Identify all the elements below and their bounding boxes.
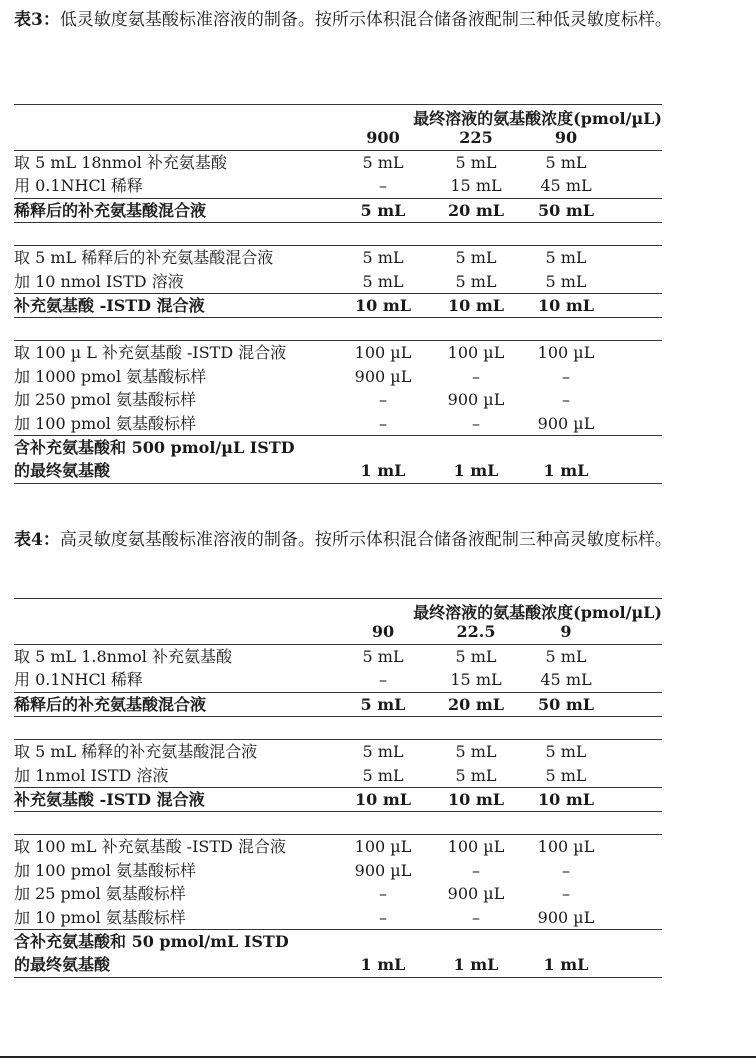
cell-value: 5 mL xyxy=(362,248,404,268)
table-rule xyxy=(14,317,662,318)
column-header: 90 xyxy=(371,622,395,641)
cell-value: – xyxy=(472,907,480,927)
table-row xyxy=(14,246,662,269)
row-label: 取 5 mL 稀释的补充氨基酸混合液 xyxy=(14,742,258,762)
cell-value: 100 µL xyxy=(354,343,412,363)
cell-value: 1 mL xyxy=(453,955,499,975)
row-label: 取 5 mL 18nmol 补充氨基酸 xyxy=(14,153,227,172)
cell-value: 900 µL xyxy=(354,366,412,386)
cell-value: 1 mL xyxy=(360,461,406,481)
cell-value: – xyxy=(562,884,570,904)
cell-value: – xyxy=(562,390,570,410)
table-row xyxy=(14,151,662,174)
group-spacer xyxy=(14,812,662,834)
row-label: 含补充氨基酸和 50 pmol/mL ISTD xyxy=(14,931,289,951)
group-spacer xyxy=(14,318,662,340)
cell-value: 45 mL xyxy=(540,670,592,690)
row-label: 稀释后的补充氨基酸混合液 xyxy=(14,694,207,714)
row-label: 加 100 pmol 氨基酸标样 xyxy=(14,413,196,433)
table-row xyxy=(14,174,662,197)
cell-value: – xyxy=(562,860,570,880)
caption-label: 表4： xyxy=(14,530,60,550)
bottom-divider xyxy=(0,1056,756,1058)
total-row xyxy=(14,459,662,482)
cell-value: 10 mL xyxy=(537,789,594,809)
cell-value: 900 µL xyxy=(447,884,505,904)
cell-value: 5 mL xyxy=(545,742,587,762)
row-label: 用 0.1NHCl 稀释 xyxy=(14,176,143,196)
cell-value: 5 mL xyxy=(545,153,587,172)
table-row xyxy=(14,740,662,763)
column-header: 225 xyxy=(459,128,493,147)
row-label: 的最终氨基酸 xyxy=(14,955,111,975)
table-row xyxy=(14,645,662,668)
header-title: 最终溶液的氨基酸浓度(pmol/µL) xyxy=(413,603,662,622)
cell-value: 5 mL xyxy=(455,271,497,291)
table-row xyxy=(14,668,662,691)
header-title: 最终溶液的氨基酸浓度(pmol/µL) xyxy=(413,109,662,128)
cell-value: 50 mL xyxy=(537,200,594,220)
cell-value: – xyxy=(379,670,387,690)
group-spacer xyxy=(14,223,662,245)
cell-value: 100 µL xyxy=(447,343,505,363)
cell-value: 45 mL xyxy=(540,176,592,196)
cell-value: 5 mL xyxy=(455,153,497,172)
cell-value: 5 mL xyxy=(362,742,404,762)
cell-value: 15 mL xyxy=(450,670,502,690)
cell-value: 10 mL xyxy=(447,789,504,809)
table-caption xyxy=(14,8,674,32)
cell-value: 5 mL xyxy=(545,248,587,268)
total-row xyxy=(14,953,662,976)
cell-value: 900 µL xyxy=(537,413,595,433)
cell-value: – xyxy=(379,907,387,927)
cell-value: 5 mL xyxy=(360,694,406,714)
row-label: 稀释后的补充氨基酸混合液 xyxy=(14,200,207,220)
row-label: 加 10 pmol 氨基酸标样 xyxy=(14,907,186,927)
cell-value: 20 mL xyxy=(447,694,504,714)
cell-value: 5 mL xyxy=(362,765,404,785)
cell-value: 10 mL xyxy=(537,295,594,315)
table-row xyxy=(14,882,662,905)
cell-value: 100 µL xyxy=(537,343,595,363)
row-label: 补充氨基酸 -ISTD 混合液 xyxy=(14,789,205,809)
table-header xyxy=(14,104,662,150)
total-row xyxy=(14,693,662,716)
cell-value: 5 mL xyxy=(455,765,497,785)
table-rule xyxy=(14,716,662,717)
cell-value: 5 mL xyxy=(455,248,497,268)
column-header: 900 xyxy=(366,128,400,147)
cell-value: – xyxy=(379,884,387,904)
row-label: 加 10 nmol ISTD 溶液 xyxy=(14,271,184,291)
row-label: 的最终氨基酸 xyxy=(14,461,111,481)
total-row xyxy=(14,788,662,811)
cell-value: 1 mL xyxy=(453,461,499,481)
table-row xyxy=(14,341,662,364)
column-header: 9 xyxy=(560,622,572,641)
row-label: 取 5 mL 稀释后的补充氨基酸混合液 xyxy=(14,248,274,268)
cell-value: – xyxy=(379,390,387,410)
cell-value: 50 mL xyxy=(537,694,594,714)
data-table xyxy=(14,598,662,978)
table-row xyxy=(14,388,662,411)
cell-value: 5 mL xyxy=(455,647,497,666)
table-caption xyxy=(14,528,674,552)
cell-value: 1 mL xyxy=(543,461,589,481)
row-label: 含补充氨基酸和 500 pmol/µL ISTD xyxy=(14,437,295,457)
cell-value: – xyxy=(472,366,480,386)
cell-value: 900 µL xyxy=(354,860,412,880)
cell-value: 5 mL xyxy=(545,647,587,666)
cell-value: 15 mL xyxy=(450,176,502,196)
row-label: 加 1nmol ISTD 溶液 xyxy=(14,765,169,785)
row-label: 取 5 mL 1.8nmol 补充氨基酸 xyxy=(14,647,232,666)
cell-value: – xyxy=(472,413,480,433)
total-row xyxy=(14,436,662,459)
caption-text: 低灵敏度氨基酸标准溶液的制备。按所示体积混合储备液配制三种低灵敏度标样。 xyxy=(59,10,672,30)
cell-value: 1 mL xyxy=(543,955,589,975)
table-row xyxy=(14,412,662,435)
cell-value: – xyxy=(379,413,387,433)
cell-value: – xyxy=(562,366,570,386)
row-label: 加 25 pmol 氨基酸标样 xyxy=(14,884,186,904)
total-row xyxy=(14,930,662,953)
cell-value: 5 mL xyxy=(545,271,587,291)
total-row xyxy=(14,199,662,222)
cell-value: 1 mL xyxy=(360,955,406,975)
cell-value: 900 µL xyxy=(537,907,595,927)
table-row xyxy=(14,365,662,388)
group-spacer xyxy=(14,717,662,739)
column-header: 22.5 xyxy=(456,622,496,641)
cell-value: 100 µL xyxy=(354,837,412,857)
cell-value: 900 µL xyxy=(447,390,505,410)
cell-value: 10 mL xyxy=(447,295,504,315)
table-row xyxy=(14,270,662,293)
table-row xyxy=(14,906,662,929)
table-rule xyxy=(14,483,662,484)
cell-value: – xyxy=(379,176,387,196)
cell-value: 100 µL xyxy=(537,837,595,857)
table-row xyxy=(14,764,662,787)
row-label: 加 100 pmol 氨基酸标样 xyxy=(14,860,196,880)
table-header xyxy=(14,598,662,644)
cell-value: – xyxy=(472,860,480,880)
table-row xyxy=(14,835,662,858)
table-row xyxy=(14,859,662,882)
column-header: 90 xyxy=(554,128,578,147)
cell-value: 5 mL xyxy=(362,153,404,172)
table-rule xyxy=(14,222,662,223)
table-rule xyxy=(14,977,662,978)
cell-value: 5 mL xyxy=(360,200,406,220)
row-label: 取 100 mL 补充氨基酸 -ISTD 混合液 xyxy=(14,837,286,857)
row-label: 补充氨基酸 -ISTD 混合液 xyxy=(14,295,205,315)
cell-value: 20 mL xyxy=(447,200,504,220)
cell-value: 100 µL xyxy=(447,837,505,857)
caption-label: 表3： xyxy=(14,10,60,30)
cell-value: 5 mL xyxy=(362,271,404,291)
table-rule xyxy=(14,811,662,812)
row-label: 取 100 µ L 补充氨基酸 -ISTD 混合液 xyxy=(14,343,287,363)
row-label: 加 250 pmol 氨基酸标样 xyxy=(14,390,196,410)
row-label: 加 1000 pmol 氨基酸标样 xyxy=(14,366,207,386)
cell-value: 10 mL xyxy=(354,295,411,315)
row-label: 用 0.1NHCl 稀释 xyxy=(14,670,143,690)
total-row xyxy=(14,294,662,317)
cell-value: 5 mL xyxy=(455,742,497,762)
cell-value: 5 mL xyxy=(362,647,404,666)
data-table xyxy=(14,104,662,484)
cell-value: 10 mL xyxy=(354,789,411,809)
cell-value: 5 mL xyxy=(545,765,587,785)
caption-text: 高灵敏度氨基酸标准溶液的制备。按所示体积混合储备液配制三种高灵敏度标样。 xyxy=(59,530,672,550)
